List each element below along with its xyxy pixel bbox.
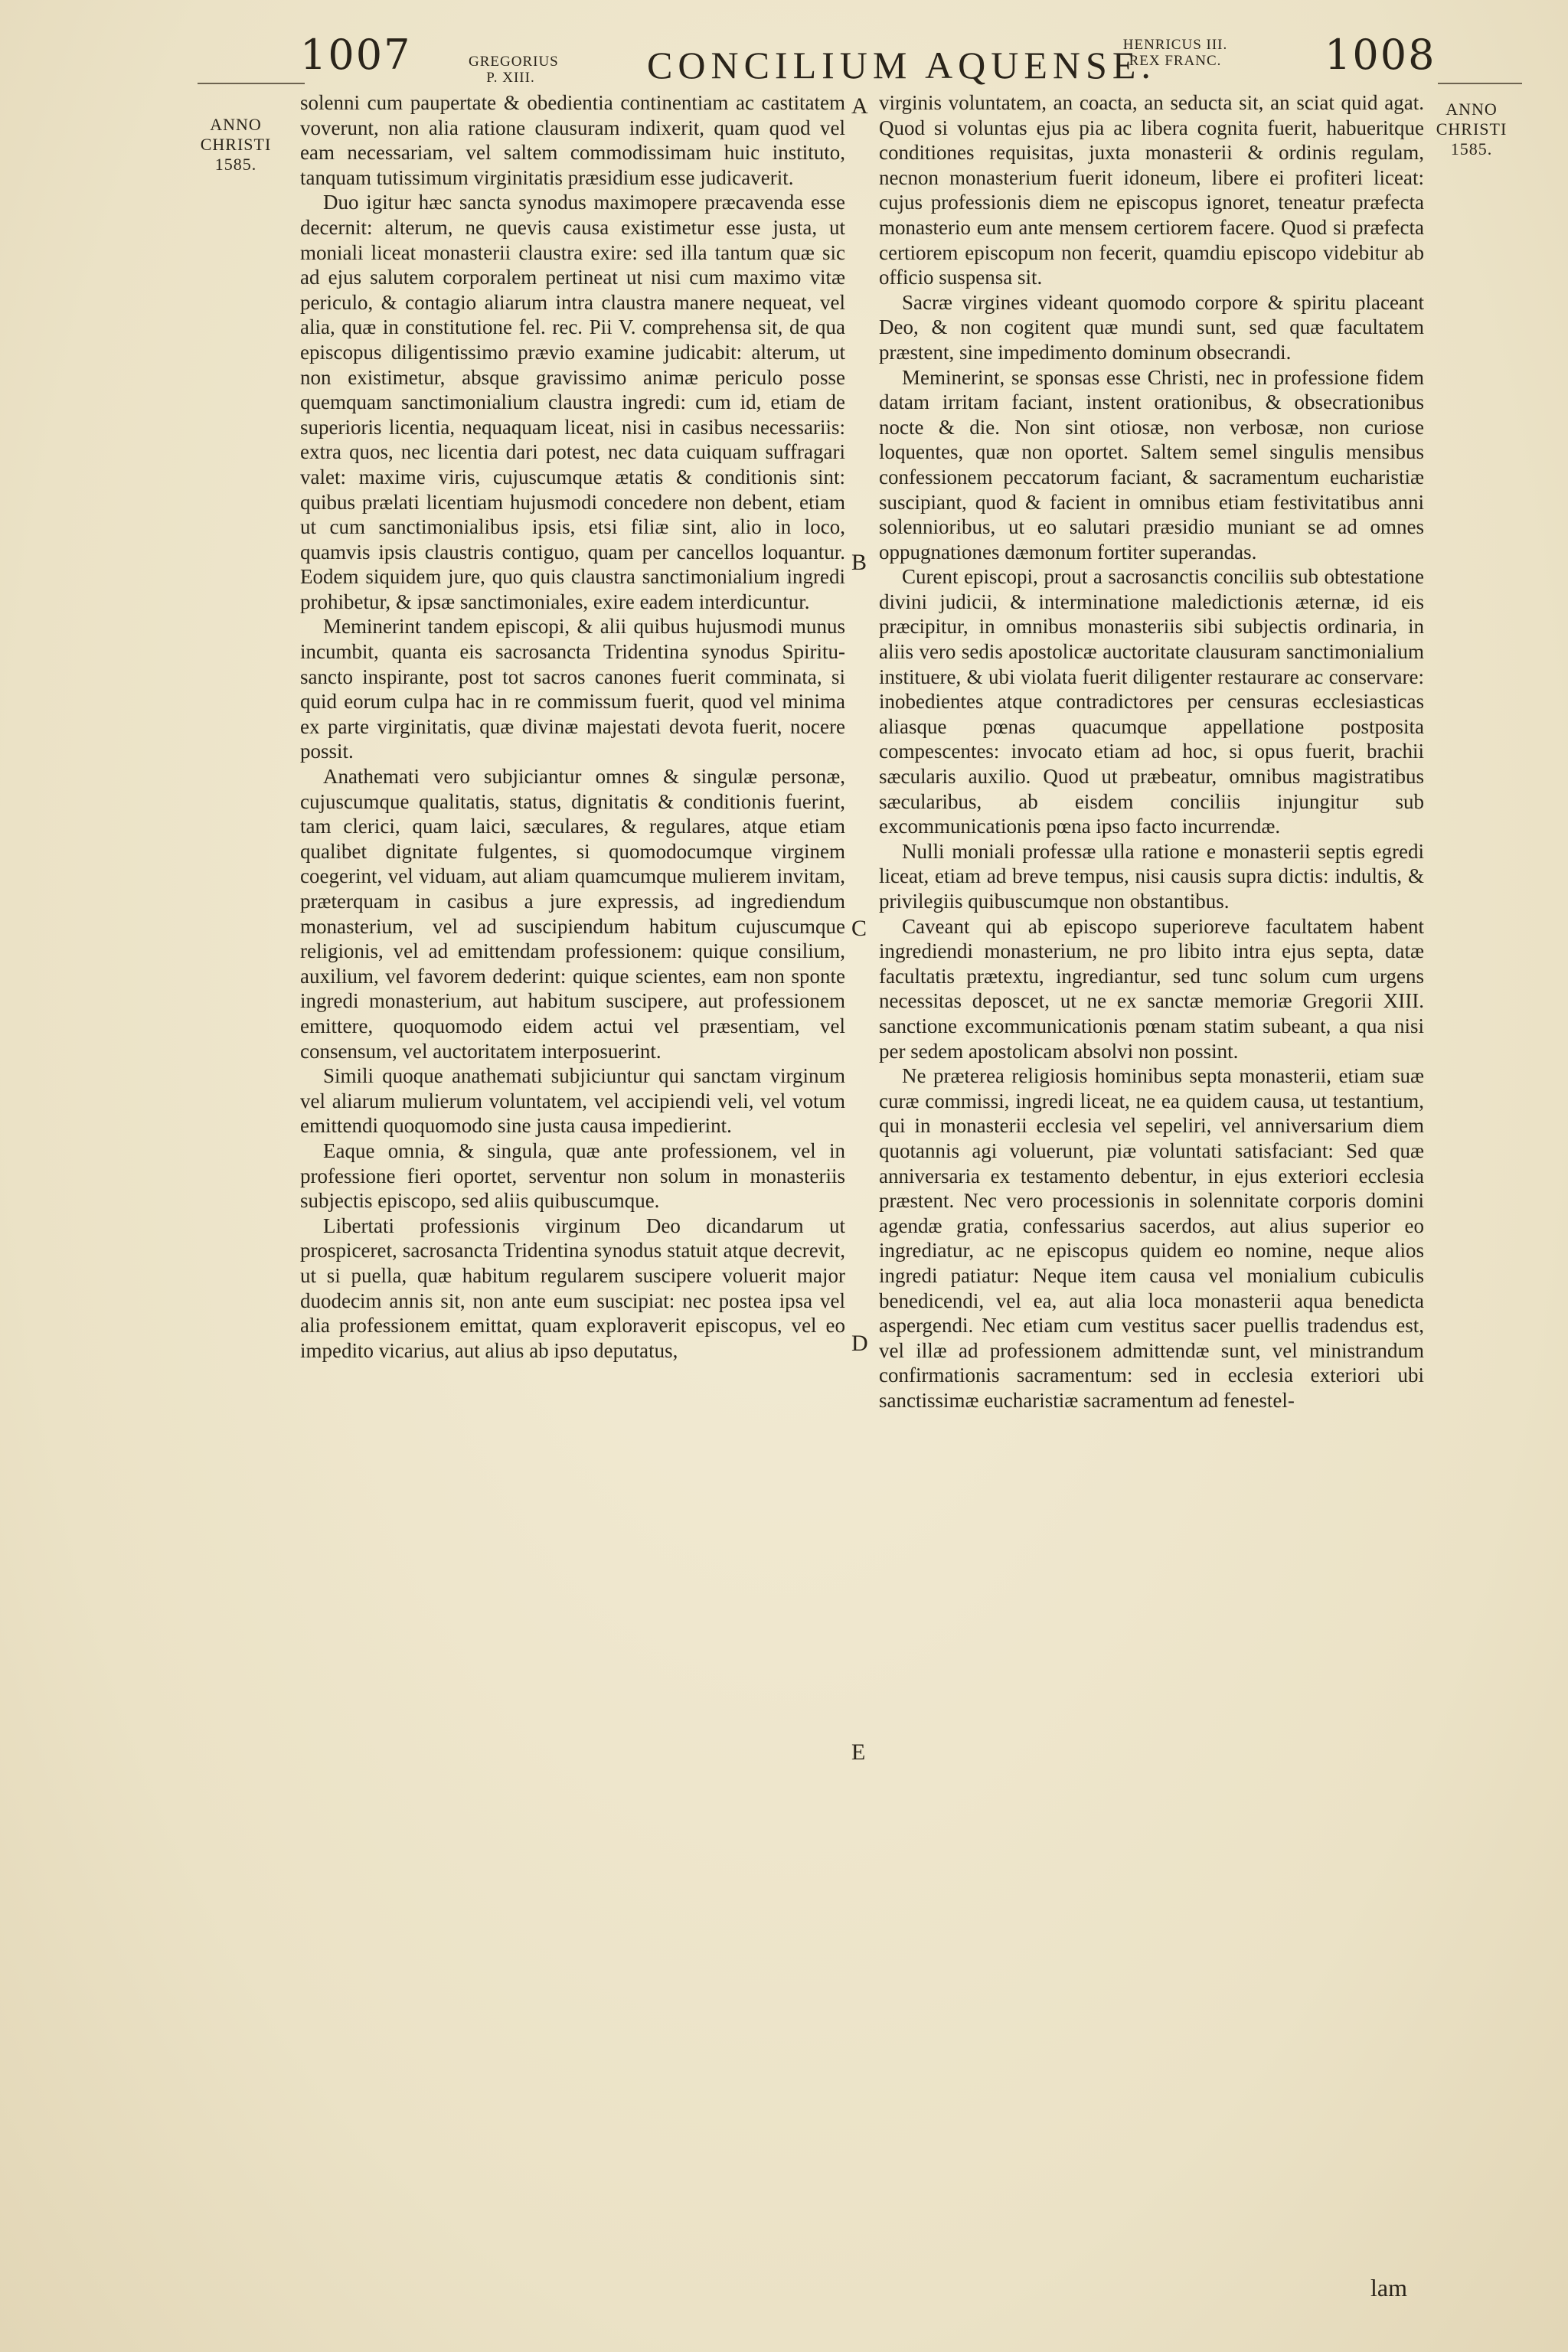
section-letter-d: D	[851, 1331, 868, 1356]
margin-note-left-line1: ANNO	[210, 115, 262, 134]
paragraph: Meminerint tandem episcopi, & alii quibus hujusmodi munus incumbit, quanta eis sacrosancta Tridentina synodus Spiritu-sancto inspirante, post tot sacros canones fuerit comminata, si quid eorum culpa hac in re commissum fuerit, quod vel minima ex parte virginitatis, quæ divinæ majestati devota fuerit, nocere possit.	[300, 615, 845, 763]
running-head-left-line2: P. XIII.	[486, 70, 535, 86]
header-rule-left	[198, 83, 305, 84]
margin-note-left-line3: 1585.	[214, 155, 257, 174]
paragraph: Meminerint, se sponsas esse Christi, nec in professione fidem datam irritam faciant, instent orationibus, & obsecrationibus nocte & die. Non sint otiosæ, non verbosæ, non curiose loquentes, quæ non oportet. Saltem semel singulis mensibus confessionem peccatorum faciant, & sacramentum eucharistiæ suscipiant, quod & facient in omnibus etiam festivitatibus anni solennioribus, ut eo salutari præsidio muniant se ad omnes oppugnationes dæmonum fortiter superandas.	[879, 365, 1424, 564]
header-rule-right	[1438, 83, 1522, 84]
section-letter-e: E	[851, 1740, 866, 1765]
margin-note-left	[190, 115, 282, 175]
left-column	[300, 90, 845, 1363]
running-head-left	[469, 54, 559, 86]
paragraph: Eaque omnia, & singula, quæ ante professionem, vel in professione fieri oportet, serventur non solum in monasteriis subjectis episcopo, sed aliis quibuscumque.	[300, 1138, 845, 1213]
running-head-right	[1118, 37, 1233, 69]
paragraph: Libertati professionis virginum Deo dicandarum ut prospiceret, sacrosancta Tridentina synodus statuit atque decrevit, ut si puella, quæ habitum regularem suscipere voluerit major duodecim annis sit, non ante eum suscipiat: nec postea ipsa vel alia professionem emittat, quam exploraverit episcopus, vel eo impedito vicarius, aut alius ab ipso deputatus,	[300, 1214, 845, 1362]
page-number-right: 1008	[1325, 31, 1436, 79]
margin-note-right	[1426, 100, 1517, 159]
paragraph: Anathemati vero subjiciantur omnes & singulæ personæ, cujuscumque qualitatis, status, dignitatis & conditionis fuerint, tam clerici, quam laici, sæculares, & regulares, atque etiam qualibet dignitate fulgentes, si quomodocumque virginem coegerint, vel viduam, aut aliam quamcumque mulierem invitam, præterquam in casibus a jure expressis, ad ingrediendum monasterium, vel ad suscipiendum habitum cujuscumque religionis, vel ad emittendam professionem: quique consilium, auxilium, vel favorem dederint: quique scientes, eam non sponte ingredi monasterium, aut habitum suscipere, aut professionem emittere, quoquomodo eidem actui vel præsentiam, vel consensum, vel auctoritatem interposuerint.	[300, 765, 845, 1063]
section-letter-a: A	[851, 93, 868, 119]
page-title: CONCILIUM AQUENSE.	[647, 44, 1156, 87]
margin-note-right-line2: CHRISTI	[1436, 119, 1508, 139]
section-letter-b: B	[851, 550, 867, 575]
paragraph: solenni cum paupertate & obedientia continentiam ac castitatem voverunt, non alia ratione clausuram indixerit, quam quod vel eam necessariam, vel saltem commodissimam huic instituto, tanquam tutissimum virginitatis præsidium esse judicaverit.	[300, 91, 845, 189]
paragraph: Caveant qui ab episcopo superioreve facultatem habent ingrediendi monasterium, ne pro libito intra ejus septa, datæ facultatis prætextu, ingrediantur, sed tunc solum cum urgens necessitas deposcet, ut ne ex sanctæ memoriæ Gregorii XIII. sanctione excommunicationis pœnam statim subeant, a qua nisi per sedem apostolicam absolvi non possint.	[879, 914, 1424, 1063]
paragraph: Nulli moniali professæ ulla ratione e monasterii septis egredi liceat, etiam ad breve tempus, nisi causis supra dictis: indultis, & privilegiis quibuscumque non obstantibus.	[879, 839, 1424, 913]
paragraph: Ne præterea religiosis hominibus septa monasterii, etiam suæ curæ commissi, ingredi liceat, ne ea quidem causa, ut testantium, qui in monasterii ecclesia vel sepeliri, vel anniversarium diem quotannis agi voluerunt, piæ voluntati satisfaciant: Sed quæ anniversaria ex testamento debentur, in ejus exteriori ecclesia præstent. Nec vero processionis in solennitate corporis domini agendæ gratia, confessarius sacerdos, aut alius superior eo ingrediatur, ac ne episcopus quidem eo nomine, neque alios ingredi patiatur: Neque item causa vel monialium cubiculis benedicendi, vel ea, aut alia loca monasterii aqua benedicta aspergendi. Nec etiam cum vestitus sacer puellis tradendus est, vel illæ ad professionem admittendæ sunt, vel ministrandum confirmationis sacramentum: sed in ecclesia exteriori ubi sanctissimæ eucharistiæ sacramentum ad fenestel-	[879, 1064, 1424, 1412]
running-head-left-line1: GREGORIUS	[469, 54, 559, 70]
right-column	[879, 90, 1424, 1413]
running-head-right-line2: REX FRANC.	[1129, 53, 1222, 69]
paragraph: Duo igitur hæc sancta synodus maximopere præcavenda esse decernit: alterum, ne quevis causa existimetur esse justa, ut moniali liceat monasterii claustra exire: sed illa tantum quæ sic ad ejus salutem corporalem pertineat ut nisi cum maximo vitæ periculo, & contagio aliarum intra claustra manere nequeat, vel alia, quæ in constitutione fel. rec. Pii V. comprehensa sit, de qua episcopus diligentissimo prævio examine judicabit: alterum, ut non existimetur, absque gravissimo animæ periculo posse quemquam sanctimonialium claustra ingredi: cum id, etiam de superioris licentia, nequaquam liceat, nisi in casibus necessariis: extra quos, nec licentia dari potest, nec data cuiquam suffragari valet: maxime viris, cujuscumque ætatis & conditionis sint: quibus prælati licentiam hujusmodi concedere non debent, etiam ut cum sanctimonialibus ipsis, etsi filiæ sint, alio in loco, quamvis ipsis claustris contiguo, quam per cancellos loquantur. Eodem siquidem jure, quo quis claustra sanctimonialium ingredi prohibetur, & ipsæ sanctimoniales, exire eadem interdicuntur.	[300, 191, 845, 613]
paragraph: Curent episcopi, prout a sacrosanctis conciliis sub obtestatione divini judicii, & interminatione maledictionis æternæ, id eis præcipitur, in omnibus monasteriis sibi subjectis ordinaria, in aliis vero sedis apostolicæ auctoritate clausuram sanctimonialium instituere, & ubi violata fuerit diligenter restaurare ac conservare: inobedientes atque contradictores per censuras ecclesiasticas aliasque pœnas quacumque appellatione postposita compescentes: invocato etiam ad hoc, si opus fuerit, brachii sæcularis auxilio. Quod ut præbeatur, omnibus magistratibus sæcularibus, ab eisdem conciliis injungitur sub excommunicationis pœna ipso facto incurrendæ.	[879, 565, 1424, 838]
margin-note-right-line1: ANNO	[1446, 100, 1498, 119]
running-head-right-line1: HENRICUS III.	[1122, 37, 1228, 53]
paragraph: Simili quoque anathemati subjiciuntur qui sanctam virginum vel aliarum mulierum voluntatem, vel accipiendi veli, vel votum emittendi quoquomodo sine justa causa impedierint.	[300, 1064, 845, 1138]
section-letter-c: C	[851, 916, 867, 941]
paragraph: virginis voluntatem, an coacta, an seducta sit, an sciat quid agat. Quod si voluntas ejus pia ac libera cognita fuerit, habueritque conditiones requisitas, juxta monasterii & ordinis regulam, necnon monasterium fuerit idoneum, libere ei profiteri liceat: cujus professionis diem ne episcopus ignoret, teneatur præfecta monasterio eum ante mensem certiorem facere. Quod si præfecta certiorem episcopum non fecerit, quamdiu episcopo videbitur ab officio suspensa sit.	[879, 91, 1424, 289]
paragraph: Sacræ virgines videant quomodo corpore & spiritu placeant Deo, & non cogitent quæ mundi sunt, sed quæ facultatem præstent, sine impedimento dominum obsecrandi.	[879, 290, 1424, 364]
margin-note-right-line3: 1585.	[1450, 139, 1493, 158]
page-number-left: 1007	[300, 31, 412, 79]
margin-note-left-line2: CHRISTI	[200, 135, 272, 154]
catchword: lam	[1370, 2274, 1407, 2301]
